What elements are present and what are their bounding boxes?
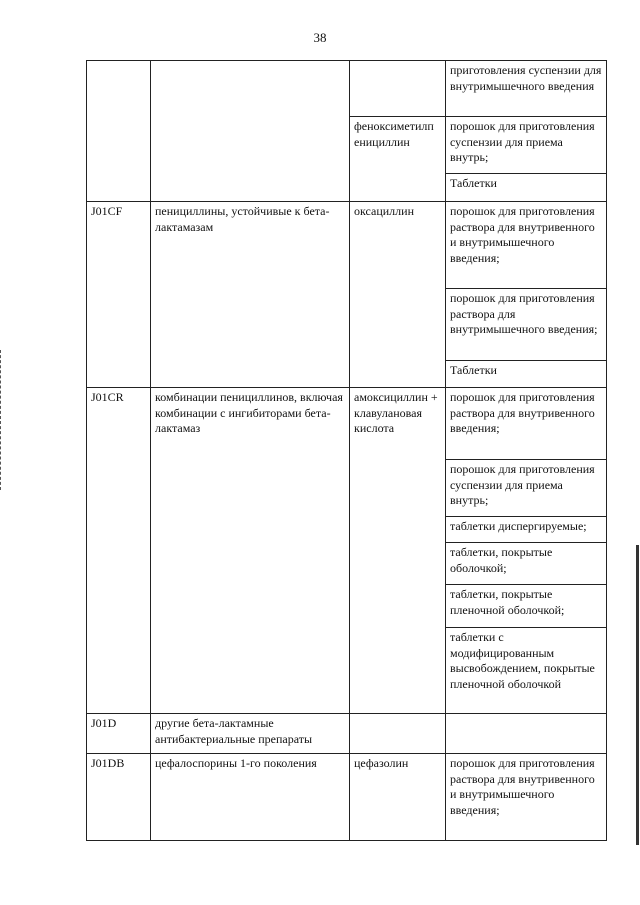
dosage-form-cell	[446, 714, 607, 754]
table-row	[87, 202, 607, 289]
dosage-form-cell: таблетки, покрытые пленочной оболочкой;	[446, 585, 607, 628]
dosage-form-cell: таблетки, покрытые оболочкой;	[446, 543, 607, 585]
drug-group-cell	[151, 61, 350, 202]
atc-code-cell: J01CF	[87, 202, 151, 388]
dosage-form-cell: порошок для приготовления раствора для внутривенного и внутримышечного введения;	[446, 202, 607, 289]
drug-table	[86, 60, 607, 841]
drug-name-cell: цефазолин	[350, 754, 446, 841]
atc-code-cell: J01D	[87, 714, 151, 754]
dosage-form-cell: порошок для приготовления раствора для внутримышечного введения;	[446, 289, 607, 361]
drug-group-cell: комбинации пенициллинов, включая комбинации с ингибиторами бета-лактамаз	[151, 388, 350, 714]
dosage-form-cell: порошок для приготовления раствора для внутривенного и внутримышечного введения;	[446, 754, 607, 841]
dosage-form-cell: приготовления суспензии для внутримышечного введения	[446, 61, 607, 117]
dosage-form-cell: таблетки диспергируемые;	[446, 517, 607, 543]
drug-group-cell: пенициллины, устойчивые к бета-лактамазам	[151, 202, 350, 388]
dosage-form-cell: таблетки с модифицированным высвобождением, покрытые пленочной оболочкой	[446, 628, 607, 714]
page-number: 38	[313, 30, 327, 45]
drug-name-cell: амоксициллин + клавулановая кислота	[350, 388, 446, 714]
drug-group-cell: цефалоспорины 1-го поколения	[151, 754, 350, 841]
drug-name-cell	[350, 61, 446, 117]
dosage-form-cell: порошок для приготовления суспензии для приема внутрь;	[446, 460, 607, 517]
atc-code-cell	[87, 61, 151, 202]
drug-name-cell	[350, 714, 446, 754]
atc-code-cell: J01DB	[87, 754, 151, 841]
atc-code-cell: J01CR	[87, 388, 151, 714]
scan-edge-left	[0, 350, 3, 490]
dosage-form-cell: порошок для приготовления раствора для внутривенного введения;	[446, 388, 607, 460]
dosage-form-cell: порошок для приготовления суспензии для приема внутрь;	[446, 117, 607, 174]
drug-name-cell: феноксиметилп енициллин	[350, 117, 446, 202]
table-row	[87, 388, 607, 460]
table-row	[87, 61, 607, 117]
scan-edge-right	[636, 545, 639, 845]
dosage-form-cell: Таблетки	[446, 174, 607, 202]
table-row	[87, 754, 607, 841]
drug-name-cell: оксациллин	[350, 202, 446, 388]
dosage-form-cell: Таблетки	[446, 361, 607, 388]
drug-group-cell: другие бета-лактамные антибактериальные препараты	[151, 714, 350, 754]
table-row	[87, 714, 607, 754]
